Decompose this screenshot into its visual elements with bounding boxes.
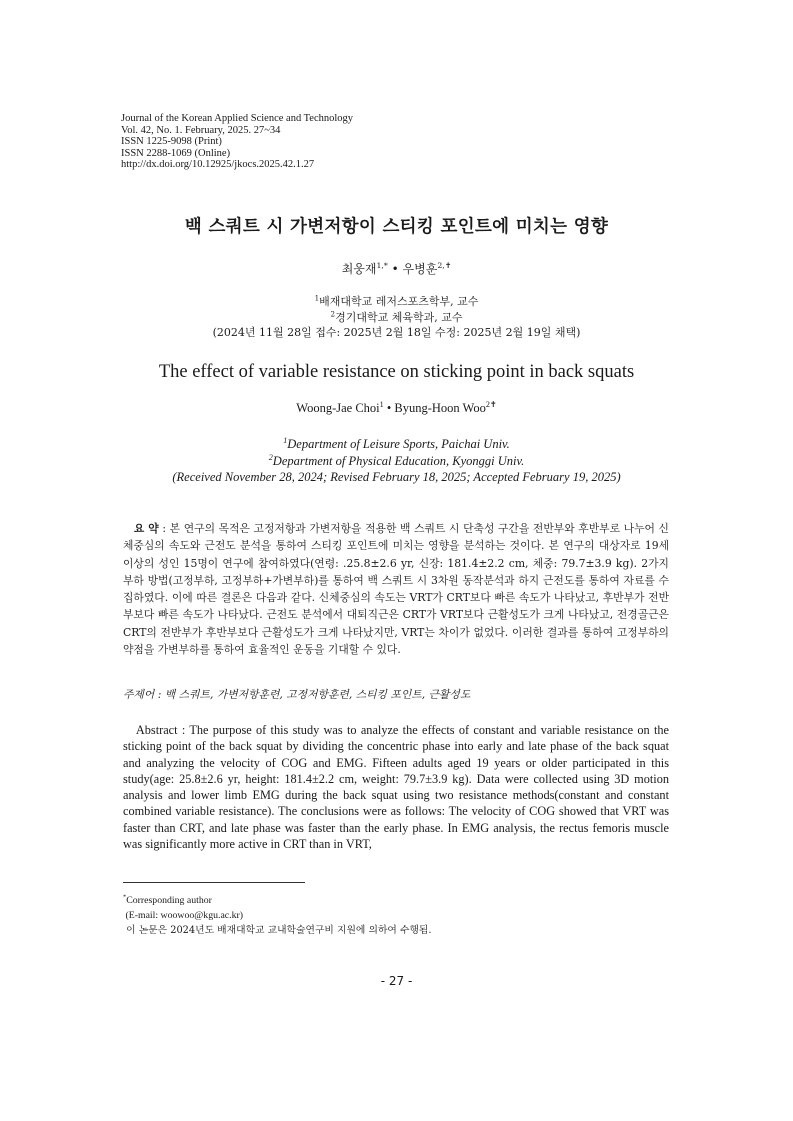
- corresponding-text: Corresponding author: [126, 895, 212, 906]
- journal-name: Journal of the Korean Applied Science and Technology: [121, 113, 354, 124]
- keywords-korean: 주제어 : 백 스쿼트, 가변저항훈련, 고정저항훈련, 스티킹 포인트, 근활성도: [123, 688, 471, 701]
- footnotes: [123, 893, 669, 939]
- author2-en: Byung-Hoon Woo: [394, 401, 486, 415]
- affiliations-english: [0, 436, 793, 486]
- affil-ko-2-text: 경기대학교 체육학과, 교수: [335, 310, 463, 324]
- author2-ko-sup: 2,: [437, 261, 445, 270]
- affiliations-korean: [0, 294, 793, 341]
- footnote-divider: [123, 882, 305, 883]
- authors-english: [0, 398, 793, 416]
- affil-ko-2-sup: 2: [330, 308, 336, 318]
- funding-note-text: 이 논문은 2024년도 배재대학교 교내학술연구비 지원에 의하여 수행됨.: [126, 925, 432, 937]
- title-korean: 백 스쿼트 시 가변저항이 스티킹 포인트에 미치는 영향: [184, 217, 609, 237]
- author-email: [123, 908, 669, 923]
- author1-ko: 최웅재: [341, 262, 377, 276]
- affil-ko-1-text: 배재대학교 레저스포츠학부, 교수: [319, 295, 479, 308]
- journal-header: [121, 113, 353, 171]
- author-separator-en: •: [383, 401, 395, 415]
- corresponding-sup: *: [123, 893, 127, 901]
- affil-en-2-sup: 2: [268, 452, 273, 462]
- received-en: (Received November 28, 2024; Revised February 18, 2025; Accepted February 19, 2025): [172, 470, 621, 484]
- affil-en-1-sup: 1: [283, 435, 288, 445]
- author-separator: •: [387, 262, 403, 276]
- abstract-en-colon: :: [177, 723, 190, 737]
- abstract-korean: [123, 520, 669, 658]
- title-english: The effect of variable resistance on sticking point in back squats: [158, 362, 635, 382]
- received-ko: (2024년 11월 28일 접수: 2025년 2월 18일 수정: 2025년 2월 19일 채택): [212, 326, 581, 339]
- abstract-en-label: Abstract: [135, 723, 178, 737]
- abstract-ko-colon: :: [158, 522, 170, 535]
- author1-en-sup: 1: [379, 399, 384, 409]
- affil-en-1-text: Department of Leisure Sports, Paichai Univ.: [287, 437, 510, 451]
- issn-online: ISSN 2288-1069 (Online): [121, 147, 231, 159]
- affil-en-1: [0, 436, 793, 453]
- affil-en-2: [0, 453, 793, 470]
- corresponding-author: [123, 893, 669, 908]
- authors-korean: [0, 260, 793, 277]
- author2-ko: 우병훈: [402, 262, 438, 276]
- author-email-text[interactable]: (E-mail: woowoo@kgu.ac.kr): [125, 910, 244, 922]
- abstract-ko-text: 본 연구의 목적은 고정저항과 가변저항을 적용한 백 스쿼트 시 단축성 구간을 전반부와 후반부로 나누어 신체중심의 속도와 근전도 분석을 통하여 스티킹 포인트에 미치는 영향을 분석하는 것이다. 본 연구의 대상자로 19세 이상의 성인 15명이 연구에 참여하였다(연령: .25.8±2.6 yr, 신장: 181.4±2.2 cm, 체중: 79.7±3.9 kg). 2가지 부하 방법(고정부하, 고정부하+가변부하)를 통하여 백 스쿼트 시 3차원 동작분석과 하지 근전도를 통하여 자료를 수집하였다. 이에 따른 결론은 다음과 같다. 신체중심의 속도는 VRT가 CRT보다 빠른 속도가 나타났고, 후반부가 전반부보다 빠른 속도가 나타났다. 근전도 분석에서 대퇴직근은 CRT가 VRT보다 근활성도가 크게 나타났고, 전경골근은 CRT의 전반부가 후반부보다 근활성도가 크게 나타났지만, VRT는 차이가 없었다. 이러한 결과를 통하여 고정부하의 약점을 가변부하를 통하여 효율적인 운동을 기대할 수 있다.: [123, 522, 669, 657]
- author1-en: Woong-Jae Choi: [296, 401, 380, 415]
- affil-ko-1: [0, 294, 793, 310]
- doi-link[interactable]: http://dx.doi.org/10.12925/jkocs.2025.42.1.27: [121, 159, 315, 171]
- author1-ko-sup: 1,*: [376, 261, 388, 270]
- affil-ko-1-sup: 1: [314, 293, 320, 303]
- issn-print: ISSN 1225-9098 (Print): [121, 136, 222, 148]
- affil-en-2-text: Department of Physical Education, Kyonggi Univ.: [272, 453, 525, 468]
- abstract-english: [123, 722, 669, 852]
- author2-en-sup: 2: [485, 399, 490, 409]
- page-number: - 27 -: [380, 974, 413, 988]
- abstract-ko-label: 요 약: [133, 522, 159, 535]
- funding-note: [123, 923, 669, 938]
- dagger-icon: ✝: [489, 398, 497, 409]
- dagger-icon: ✝: [444, 261, 452, 270]
- affil-ko-2: [0, 310, 793, 326]
- abstract-en-text: The purpose of this study was to analyze the effects of constant and variable resistance on the sticking point of the back squat by dividing the concentric phase into early and late phase of the back squat and analyzing the velocity of COG and EMG. Fifteen adults aged 19 years or older participated in this study(age: 25.8±2.6 yr, height: 181.4±2.2 cm, weight: 79.7±3.9 kg). Data were collected using 3D motion analysis and lower limb EMG during the back squat using two resistance methods(constant and constant combined variable resistance). The conclusions were as follows: The velocity of COG showed that VRT was faster than CRT, and late phase was faster than the early phase. In EMG analysis, the rectus femoris muscle was significantly more active in CRT than in VRT,: [123, 723, 669, 852]
- journal-volume: Vol. 42, No. 1. February, 2025. 27~34: [121, 124, 281, 136]
